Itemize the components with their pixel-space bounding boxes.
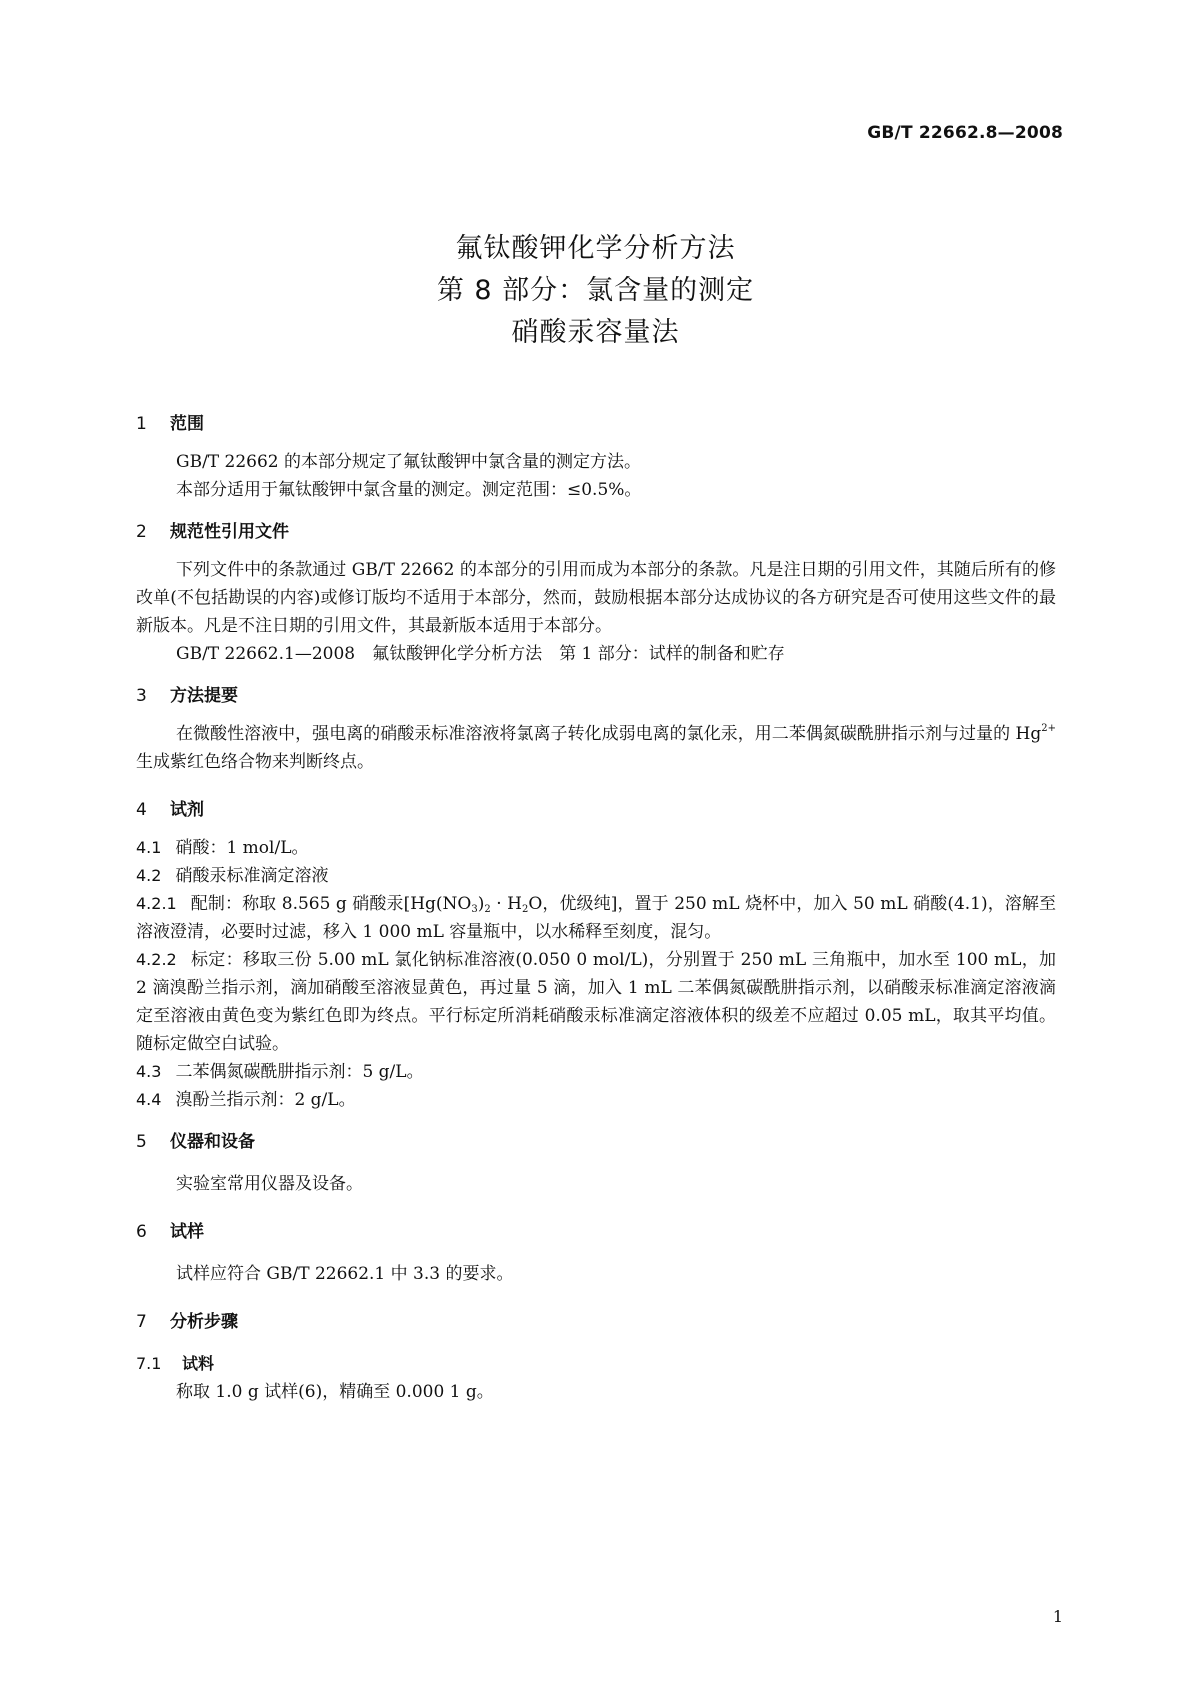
- document-title: [0, 228, 1191, 354]
- paragraph: GB/T 22662 的本部分规定了氟钛酸钾中氯含量的测定方法。: [176, 452, 642, 472]
- clause-text: 硝酸汞标准滴定溶液: [175, 866, 329, 886]
- paragraph: 实验室常用仪器及设备。: [176, 1174, 363, 1194]
- section-number: 6: [136, 1222, 147, 1242]
- clause-4-1: [136, 834, 1056, 862]
- title-line-2: 第 8 部分：氯含量的测定: [436, 275, 755, 306]
- subsection-number: 7.1: [136, 1354, 162, 1373]
- section-title: 试样: [170, 1222, 204, 1242]
- section-heading-2: [136, 518, 1056, 546]
- clause-4-2-2: [136, 946, 1056, 1058]
- paragraph: 下列文件中的条款通过 GB/T 22662 的本部分的引用而成为本部分的条款。凡是注日期的引用文件，其随后所有的修改单(不包括勘误的内容)或修订版均不适用于本部分，然而，鼓励根据本部分达成协议的各方研究是否可使用这些文件的最新版本。凡是不注日期的引用文件，其最新版本适用于本部分。: [136, 560, 1056, 636]
- clause-number: 4.2.1: [136, 894, 177, 913]
- section-title: 规范性引用文件: [170, 522, 289, 542]
- text-run: · H: [490, 894, 522, 914]
- clause-number: 4.2.2: [136, 950, 177, 969]
- clause-number: 4.3: [136, 1062, 162, 1081]
- text-run: ): [477, 894, 485, 914]
- subscript: 2: [484, 904, 491, 915]
- section-heading-7: [136, 1308, 1056, 1336]
- text-run: 在微酸性溶液中，强电离的硝酸汞标准溶液将氯离子转化成弱电离的氯化汞，用二苯偶氮碳酰肼指示剂与过量的 Hg: [176, 724, 1042, 744]
- section-number: 7: [136, 1312, 147, 1332]
- subsection-title: 试料: [182, 1354, 215, 1373]
- text-run: O，优级纯]，置于 250 mL 烧杯中，加入 50 mL 硝酸(4.1)，溶解至溶液澄清，必要时过滤，移入 1 000 mL 容量瓶中，以水稀释至刻度，混匀。: [136, 894, 1056, 942]
- paragraph: [136, 720, 1056, 776]
- clause-text: 标定：移取三份 5.00 mL 氯化钠标准溶液(0.050 0 mol/L)，分别置于 250 mL 三角瓶中，加水至 100 mL，加 2 滴溴酚兰指示剂，滴加硝酸至溶液显黄色，再过量 5 滴，加入 1 mL 二苯偶氮碳酰肼指示剂，以硝酸汞标准滴定溶液滴定至溶液由黄色变为紫红色即为终点。平行标定所消耗硝酸汞标准滴定溶液体积的级差不应超过 0.05 mL，取其平均值。随标定做空白试验。: [136, 950, 1056, 1054]
- section-title: 分析步骤: [170, 1312, 238, 1332]
- subscript: 2: [521, 904, 529, 915]
- document-body: [136, 410, 1056, 1406]
- clause-4-4: [136, 1086, 1056, 1114]
- section-title: 仪器和设备: [170, 1132, 255, 1152]
- title-line-3: 硝酸汞容量法: [511, 317, 680, 348]
- paragraph: 试样应符合 GB/T 22662.1 中 3.3 的要求。: [176, 1264, 514, 1284]
- section-number: 4: [136, 800, 147, 820]
- clause-text: 硝酸：1 mol/L。: [175, 838, 309, 858]
- page-number: 1: [1052, 1607, 1063, 1626]
- section-number: 5: [136, 1132, 147, 1152]
- subscript: 3: [471, 904, 478, 915]
- text-run: 配制：称取 8.565 g 硝酸汞[Hg(NO: [190, 894, 472, 914]
- clause-4-2-1: [136, 890, 1056, 946]
- section-number: 1: [136, 414, 147, 434]
- section-heading-4: [136, 796, 1056, 824]
- section-heading-6: [136, 1218, 1056, 1246]
- clause-number: 4.1: [136, 838, 162, 857]
- clause-number: 4.2: [136, 866, 162, 885]
- section-number: 3: [136, 686, 147, 706]
- clause-4-3: [136, 1058, 1056, 1086]
- section-number: 2: [136, 522, 147, 542]
- paragraph: 本部分适用于氟钛酸钾中氯含量的测定。测定范围：≤0.5%。: [176, 480, 642, 500]
- paragraph: 称取 1.0 g 试样(6)，精确至 0.000 1 g。: [176, 1382, 494, 1402]
- text-run: 生成紫红色络合物来判断终点。: [136, 752, 374, 772]
- section-title: 范围: [170, 414, 204, 434]
- section-title: 方法提要: [170, 686, 238, 706]
- reference-entry: GB/T 22662.1—2008 氟钛酸钾化学分析方法 第 1 部分：试样的制备和贮存: [176, 644, 785, 664]
- superscript: 2+: [1041, 723, 1056, 734]
- section-heading-5: [136, 1128, 1056, 1156]
- clause-number: 4.4: [136, 1090, 162, 1109]
- title-line-1: 氟钛酸钾化学分析方法: [455, 233, 736, 264]
- standard-number: GB/T 22662.8—2008: [867, 123, 1063, 143]
- section-heading-1: [136, 410, 1056, 438]
- subsection-heading-7-1: [136, 1350, 1056, 1378]
- clause-text: 二苯偶氮碳酰肼指示剂：5 g/L。: [175, 1062, 424, 1082]
- section-title: 试剂: [170, 800, 204, 820]
- clause-4-2: [136, 862, 1056, 890]
- section-heading-3: [136, 682, 1056, 710]
- clause-text: 溴酚兰指示剂：2 g/L。: [175, 1090, 356, 1110]
